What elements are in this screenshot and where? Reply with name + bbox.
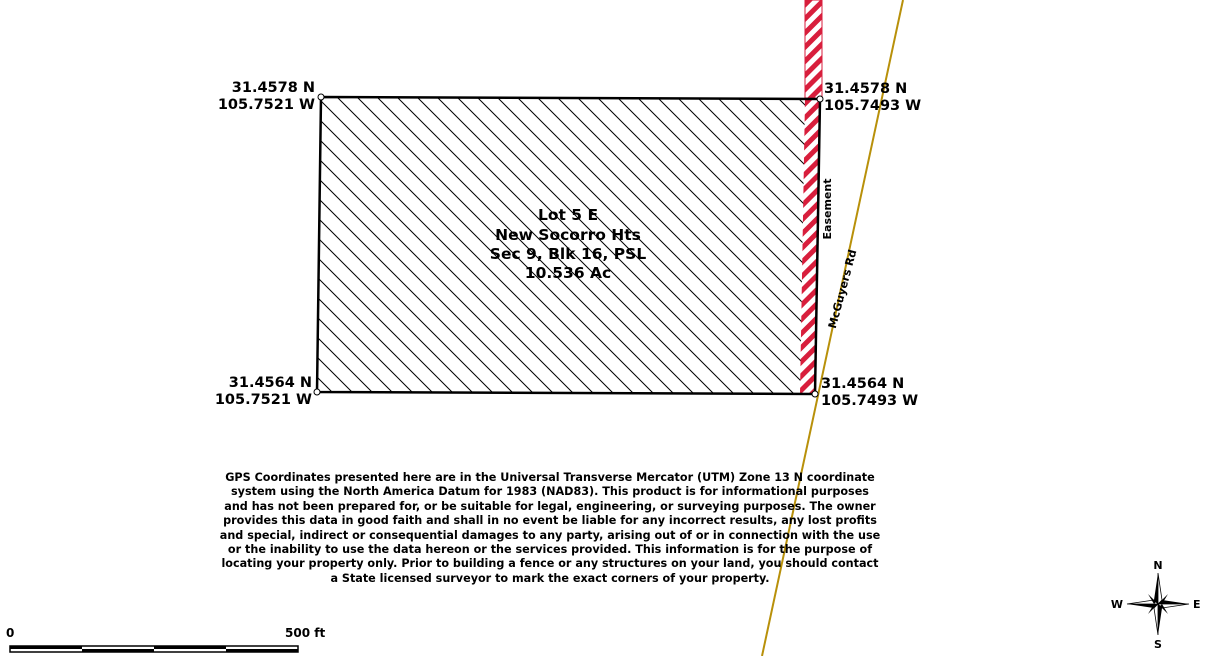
corner-marker-se[interactable] bbox=[812, 391, 818, 397]
compass-icon bbox=[1111, 559, 1201, 651]
easement-label: Easement bbox=[821, 178, 834, 240]
disclaimer-line: a State licensed surveyor to mark the exact corners of your property. bbox=[330, 571, 770, 585]
compass-west: W bbox=[1110, 598, 1123, 611]
disclaimer-line: and has not been prepared for, or be suitable for legal, engineering, or surveying purposes. The owner bbox=[224, 499, 876, 513]
lot-number: Lot 5 E bbox=[537, 206, 599, 224]
ne-corner-lon: 105.7493 W bbox=[824, 98, 922, 114]
subdivision-name: New Socorro Hts bbox=[495, 226, 641, 244]
scale-bar-segment-4 bbox=[226, 649, 298, 652]
se-corner-lon: 105.7493 W bbox=[821, 393, 919, 409]
disclaimer-line: and special, indirect or consequential damages to any party, arising out of or in connection with the use bbox=[219, 528, 881, 542]
scale-bar-segment-3 bbox=[154, 646, 226, 649]
disclaimer-line: provides this data in good faith and shall in no event be liable for any incorrect results, any lost profits bbox=[223, 514, 877, 528]
compass-south: S bbox=[1154, 638, 1162, 651]
scale-bar bbox=[6, 626, 325, 652]
easement-strip-north bbox=[805, 0, 822, 98]
scale-end-label: 500 ft bbox=[285, 626, 326, 640]
se-corner-lat: 31.4564 N bbox=[821, 376, 905, 392]
disclaimer-line: system using the North America Datum for 1983 (NAD83). This product is for informational purposes bbox=[231, 485, 869, 499]
nw-corner-lon: 105.7521 W bbox=[217, 97, 315, 113]
acreage: 10.536 Ac bbox=[524, 264, 612, 282]
scale-start-label: 0 bbox=[6, 626, 15, 640]
sw-corner-lat: 31.4564 N bbox=[228, 375, 312, 391]
scale-bar-segment-1 bbox=[10, 646, 82, 649]
corner-marker-sw[interactable] bbox=[314, 389, 320, 395]
nw-corner-lat: 31.4578 N bbox=[231, 80, 315, 96]
disclaimer-line: GPS Coordinates presented here are in the Universal Transverse Mercator (UTM) Zone 13 N coordinate bbox=[225, 471, 875, 484]
disclaimer-line: or the inability to use the data hereon or the services provided. This information is for the purpose of bbox=[227, 543, 873, 557]
compass-east: E bbox=[1193, 598, 1201, 611]
scale-bar-segment-2 bbox=[82, 649, 154, 652]
sw-corner-lon: 105.7521 W bbox=[214, 392, 312, 408]
road-label: McGuyers Rd bbox=[825, 248, 860, 330]
section-block: Sec 9, Blk 16, PSL bbox=[489, 245, 647, 263]
disclaimer bbox=[215, 471, 885, 586]
compass-north: N bbox=[1153, 559, 1163, 572]
ne-corner-lat: 31.4578 N bbox=[824, 81, 908, 97]
corner-marker-ne[interactable] bbox=[817, 96, 823, 102]
corner-marker-nw[interactable] bbox=[318, 94, 324, 100]
disclaimer-line: locating your property only. Prior to building a fence or any structures on your land, you should contact bbox=[221, 557, 879, 571]
